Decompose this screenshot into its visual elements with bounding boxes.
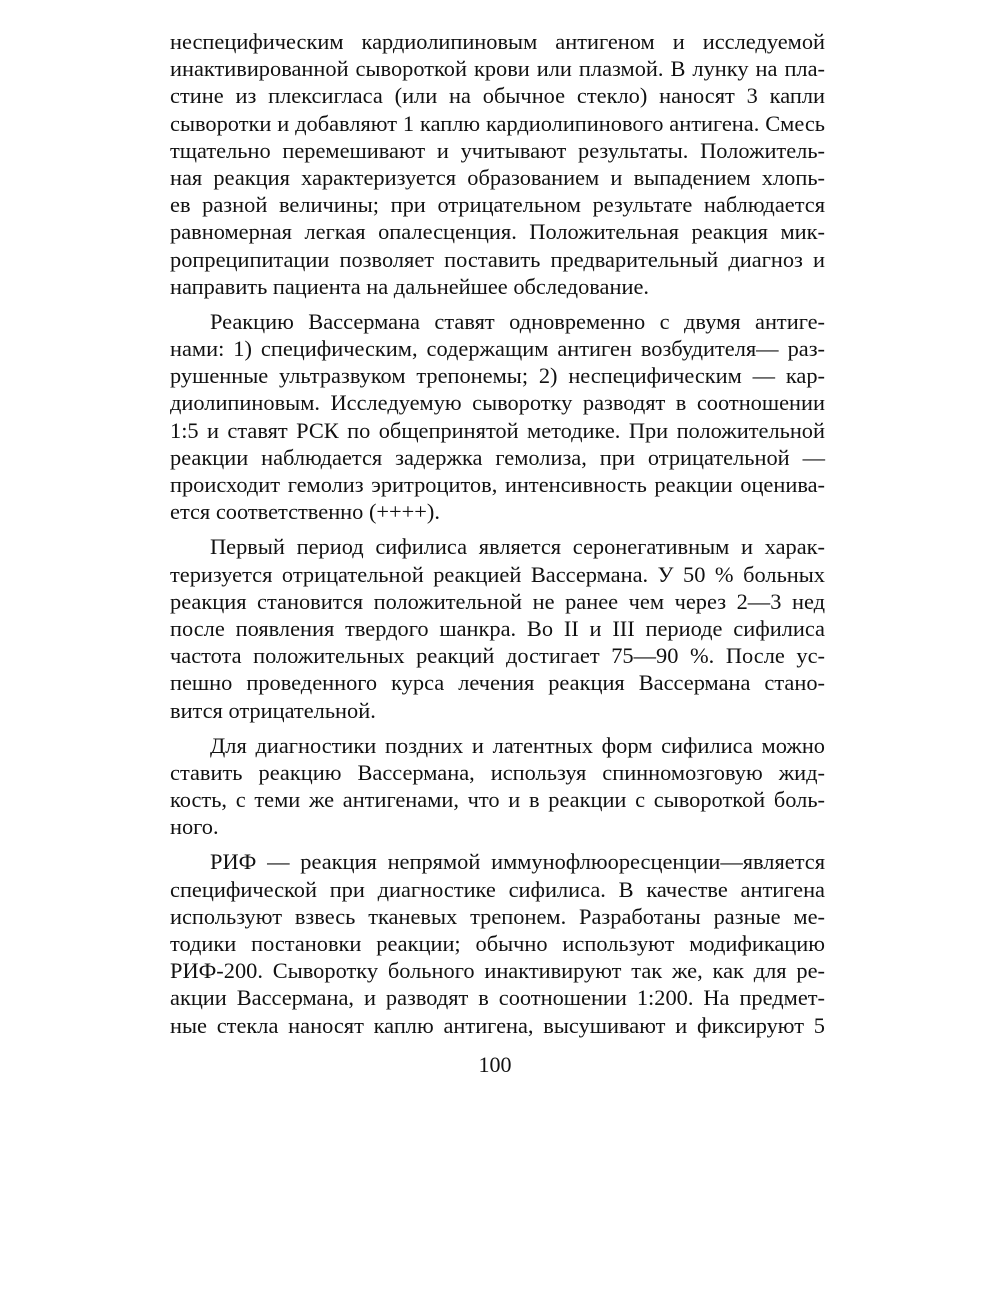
paragraph-3 xyxy=(170,533,825,723)
text-line: сыворотки и добавляют 1 каплю кардиолипинового антигена. Смесь xyxy=(170,110,825,136)
paragraph-1 xyxy=(170,28,825,300)
paragraph-2 xyxy=(170,308,825,526)
text-line: теризуется отрицательной реакцией Вассермана. У 50 % больных xyxy=(170,561,825,587)
body-text xyxy=(170,28,825,1039)
text-line: частота положительных реакций достигает 75—90 %. После ус- xyxy=(170,643,825,669)
text-line: кость, с теми же антигенами, что и в реакции с сывороткой боль- xyxy=(170,787,825,813)
text-line: диолипиновым. Исследуемую сыворотку разводят в соотношении xyxy=(170,390,825,416)
text-line: неспецифическим кардиолипиновым антигеном и исследуемой xyxy=(170,29,825,54)
text-line: специфической при диагностике сифилиса. В качестве антигена xyxy=(170,876,825,902)
text-line: Первый период сифилиса является серонегативным и харак- xyxy=(210,534,825,560)
text-line: ропреципитации позволяет поставить предварительный диагноз и xyxy=(170,246,825,272)
text-line: тодики постановки реакции; обычно используют модификацию xyxy=(170,931,825,956)
text-line: используют взвесь тканевых трепонем. Разработаны разные ме- xyxy=(170,903,825,929)
text-line: стине из плексигласа (или на обычное стекло) наносят 3 капли xyxy=(170,83,825,109)
text-line: вится отрицательной. xyxy=(170,697,376,723)
text-line: направить пациента на дальнейшее обследование. xyxy=(170,273,649,299)
paragraph-4 xyxy=(170,732,825,841)
text-line: ставить реакцию Вассермана, используя спинномозговую жид- xyxy=(170,759,825,785)
text-line: реакции наблюдается задержка гемолиза, при отрицательной — xyxy=(170,444,825,470)
text-line: РИФ-200. Сыворотку больного инактивируют так же, как для ре- xyxy=(170,958,825,984)
text-line: реакция становится положительной не ранее чем через 2—3 нед xyxy=(170,588,825,614)
text-line: инактивированной сывороткой крови или плазмой. В лунку на пла- xyxy=(170,56,825,82)
text-line: нами: 1) специфическим, содержащим антиген возбудителя— раз- xyxy=(170,336,825,362)
text-line: 1:5 и ставят РСК по общепринятой методике. При положительной xyxy=(170,417,825,443)
text-line: ная реакция характеризуется образованием и выпадением хлопь- xyxy=(170,164,825,190)
text-line: акции Вассермана, и разводят в соотношении 1:200. На предмет- xyxy=(170,985,825,1011)
text-line: рушенные ультразвуком трепонемы; 2) неспецифическим — кар- xyxy=(170,363,825,389)
text-line: пешно проведенного курса лечения реакция Вассермана стано- xyxy=(170,670,825,696)
page-number: 100 xyxy=(478,1052,512,1077)
text-line: ные стекла наносят каплю антигена, высушивают и фиксируют 5 xyxy=(170,1012,825,1038)
paragraph-5 xyxy=(170,848,825,1038)
text-line: тщательно перемешивают и учитывают результаты. Положитель- xyxy=(170,137,825,163)
text-line: ного. xyxy=(170,814,219,840)
text-line: равномерная легкая опалесценция. Положительная реакция мик- xyxy=(170,219,825,245)
text-line: Для диагностики поздних и латентных форм сифилиса можно xyxy=(210,732,825,758)
text-line: РИФ — реакция непрямой иммунофлюоресценции—является xyxy=(210,849,825,875)
text-line: Реакцию Вассермана ставят одновременно с двумя антиге- xyxy=(210,308,825,334)
text-line: ется соответственно (++++). xyxy=(170,499,440,525)
text-line: ев разной величины; при отрицательном результате наблюдается xyxy=(170,192,825,218)
text-line: после появления твердого шанкра. Во II и III периоде сифилиса xyxy=(170,615,825,641)
text-line: происходит гемолиз эритроцитов, интенсивность реакции оценива- xyxy=(170,472,825,497)
